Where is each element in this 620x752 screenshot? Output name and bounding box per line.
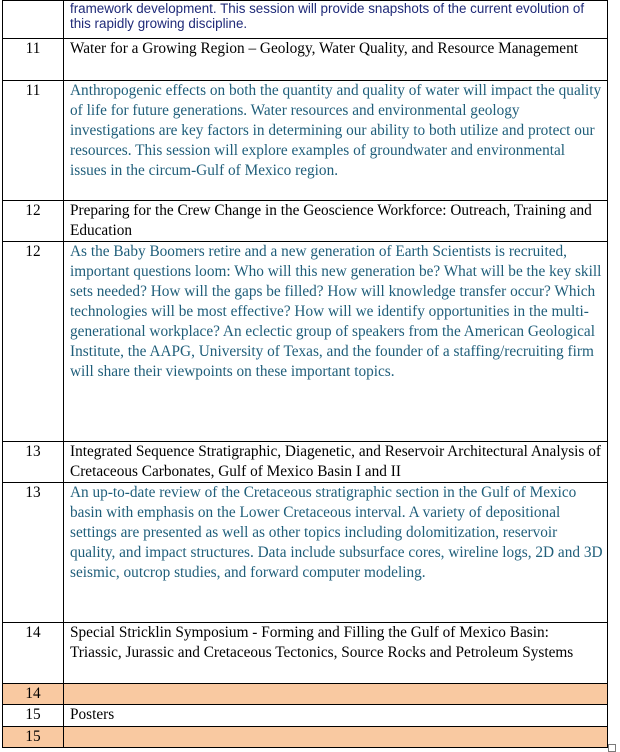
day-cell xyxy=(3,1,64,39)
table-row xyxy=(3,442,608,483)
day-cell: 13 xyxy=(3,442,64,483)
day-cell: 11 xyxy=(3,39,64,81)
session-table-body xyxy=(3,1,608,748)
session-table xyxy=(2,0,608,748)
day-cell: 11 xyxy=(3,81,64,201)
day-cell: 15 xyxy=(3,727,64,748)
day-cell: 15 xyxy=(3,705,64,727)
session-title-cell xyxy=(64,684,608,705)
session-description-cell: As the Baby Boomers retire and a new generation of Earth Scientists is recruited, important questions loom: Who will this new generation be? What will be the key skill sets needed? How will the gaps be filled? How will knowledge transfer occur? Which technologies will be most effective? How will we identify opportunities in the multi-generational workplace? An eclectic group of speakers from the American Geological Institute, the AAPG, University of Texas, and the founder of a staffing/recruiting firm will share their viewpoints on these important topics. xyxy=(64,242,608,442)
table-row xyxy=(3,39,608,81)
session-title-cell: Posters xyxy=(64,705,608,727)
table-row xyxy=(3,623,608,684)
session-description-cell: An up-to-date review of the Cretaceous stratigraphic section in the Gulf of Mexico basin with emphasis on the Lower Cretaceous interval. A variety of depositional settings are presented as well as other topics including dolomitization, reservoir quality, and impact structures. Data include subsurface cores, wireline logs, 2D and 3D seismic, outcrop studies, and forward computer modeling. xyxy=(64,483,608,623)
day-cell: 14 xyxy=(3,623,64,684)
table-row xyxy=(3,1,608,39)
table-resize-handle[interactable] xyxy=(608,744,616,752)
table-row xyxy=(3,727,608,748)
session-title-cell xyxy=(64,727,608,748)
table-row xyxy=(3,81,608,201)
table-row xyxy=(3,201,608,242)
table-row xyxy=(3,684,608,705)
session-description-cell: Anthropogenic effects on both the quantity and quality of water will impact the quality of life for future generations. Water resources and environmental geology investigations are key factors in determining our ability to both utilize and protect our resources. This session will explore examples of groundwater and environmental issues in the circum-Gulf of Mexico region. xyxy=(64,81,608,201)
table-row xyxy=(3,705,608,727)
table-row xyxy=(3,242,608,442)
table-row xyxy=(3,483,608,623)
day-cell: 12 xyxy=(3,242,64,442)
session-title-cell: Integrated Sequence Stratigraphic, Diagenetic, and Reservoir Architectural Analysis of Cretaceous Carbonates, Gulf of Mexico Basin I and II xyxy=(64,442,608,483)
session-title-cell: Water for a Growing Region – Geology, Water Quality, and Resource Management xyxy=(64,39,608,81)
session-description-cell: framework development. This session will provide snapshots of the current evolution of this rapidly growing discipline. xyxy=(64,1,608,39)
session-title-cell: Preparing for the Crew Change in the Geoscience Workforce: Outreach, Training and Education xyxy=(64,201,608,242)
session-title-cell: Special Stricklin Symposium - Forming and Filling the Gulf of Mexico Basin: Triassic, Jurassic and Cretaceous Tectonics, Source Rocks and Petroleum Systems xyxy=(64,623,608,684)
day-cell: 12 xyxy=(3,201,64,242)
session-table-wrapper xyxy=(2,0,608,748)
day-cell: 14 xyxy=(3,684,64,705)
day-cell: 13 xyxy=(3,483,64,623)
